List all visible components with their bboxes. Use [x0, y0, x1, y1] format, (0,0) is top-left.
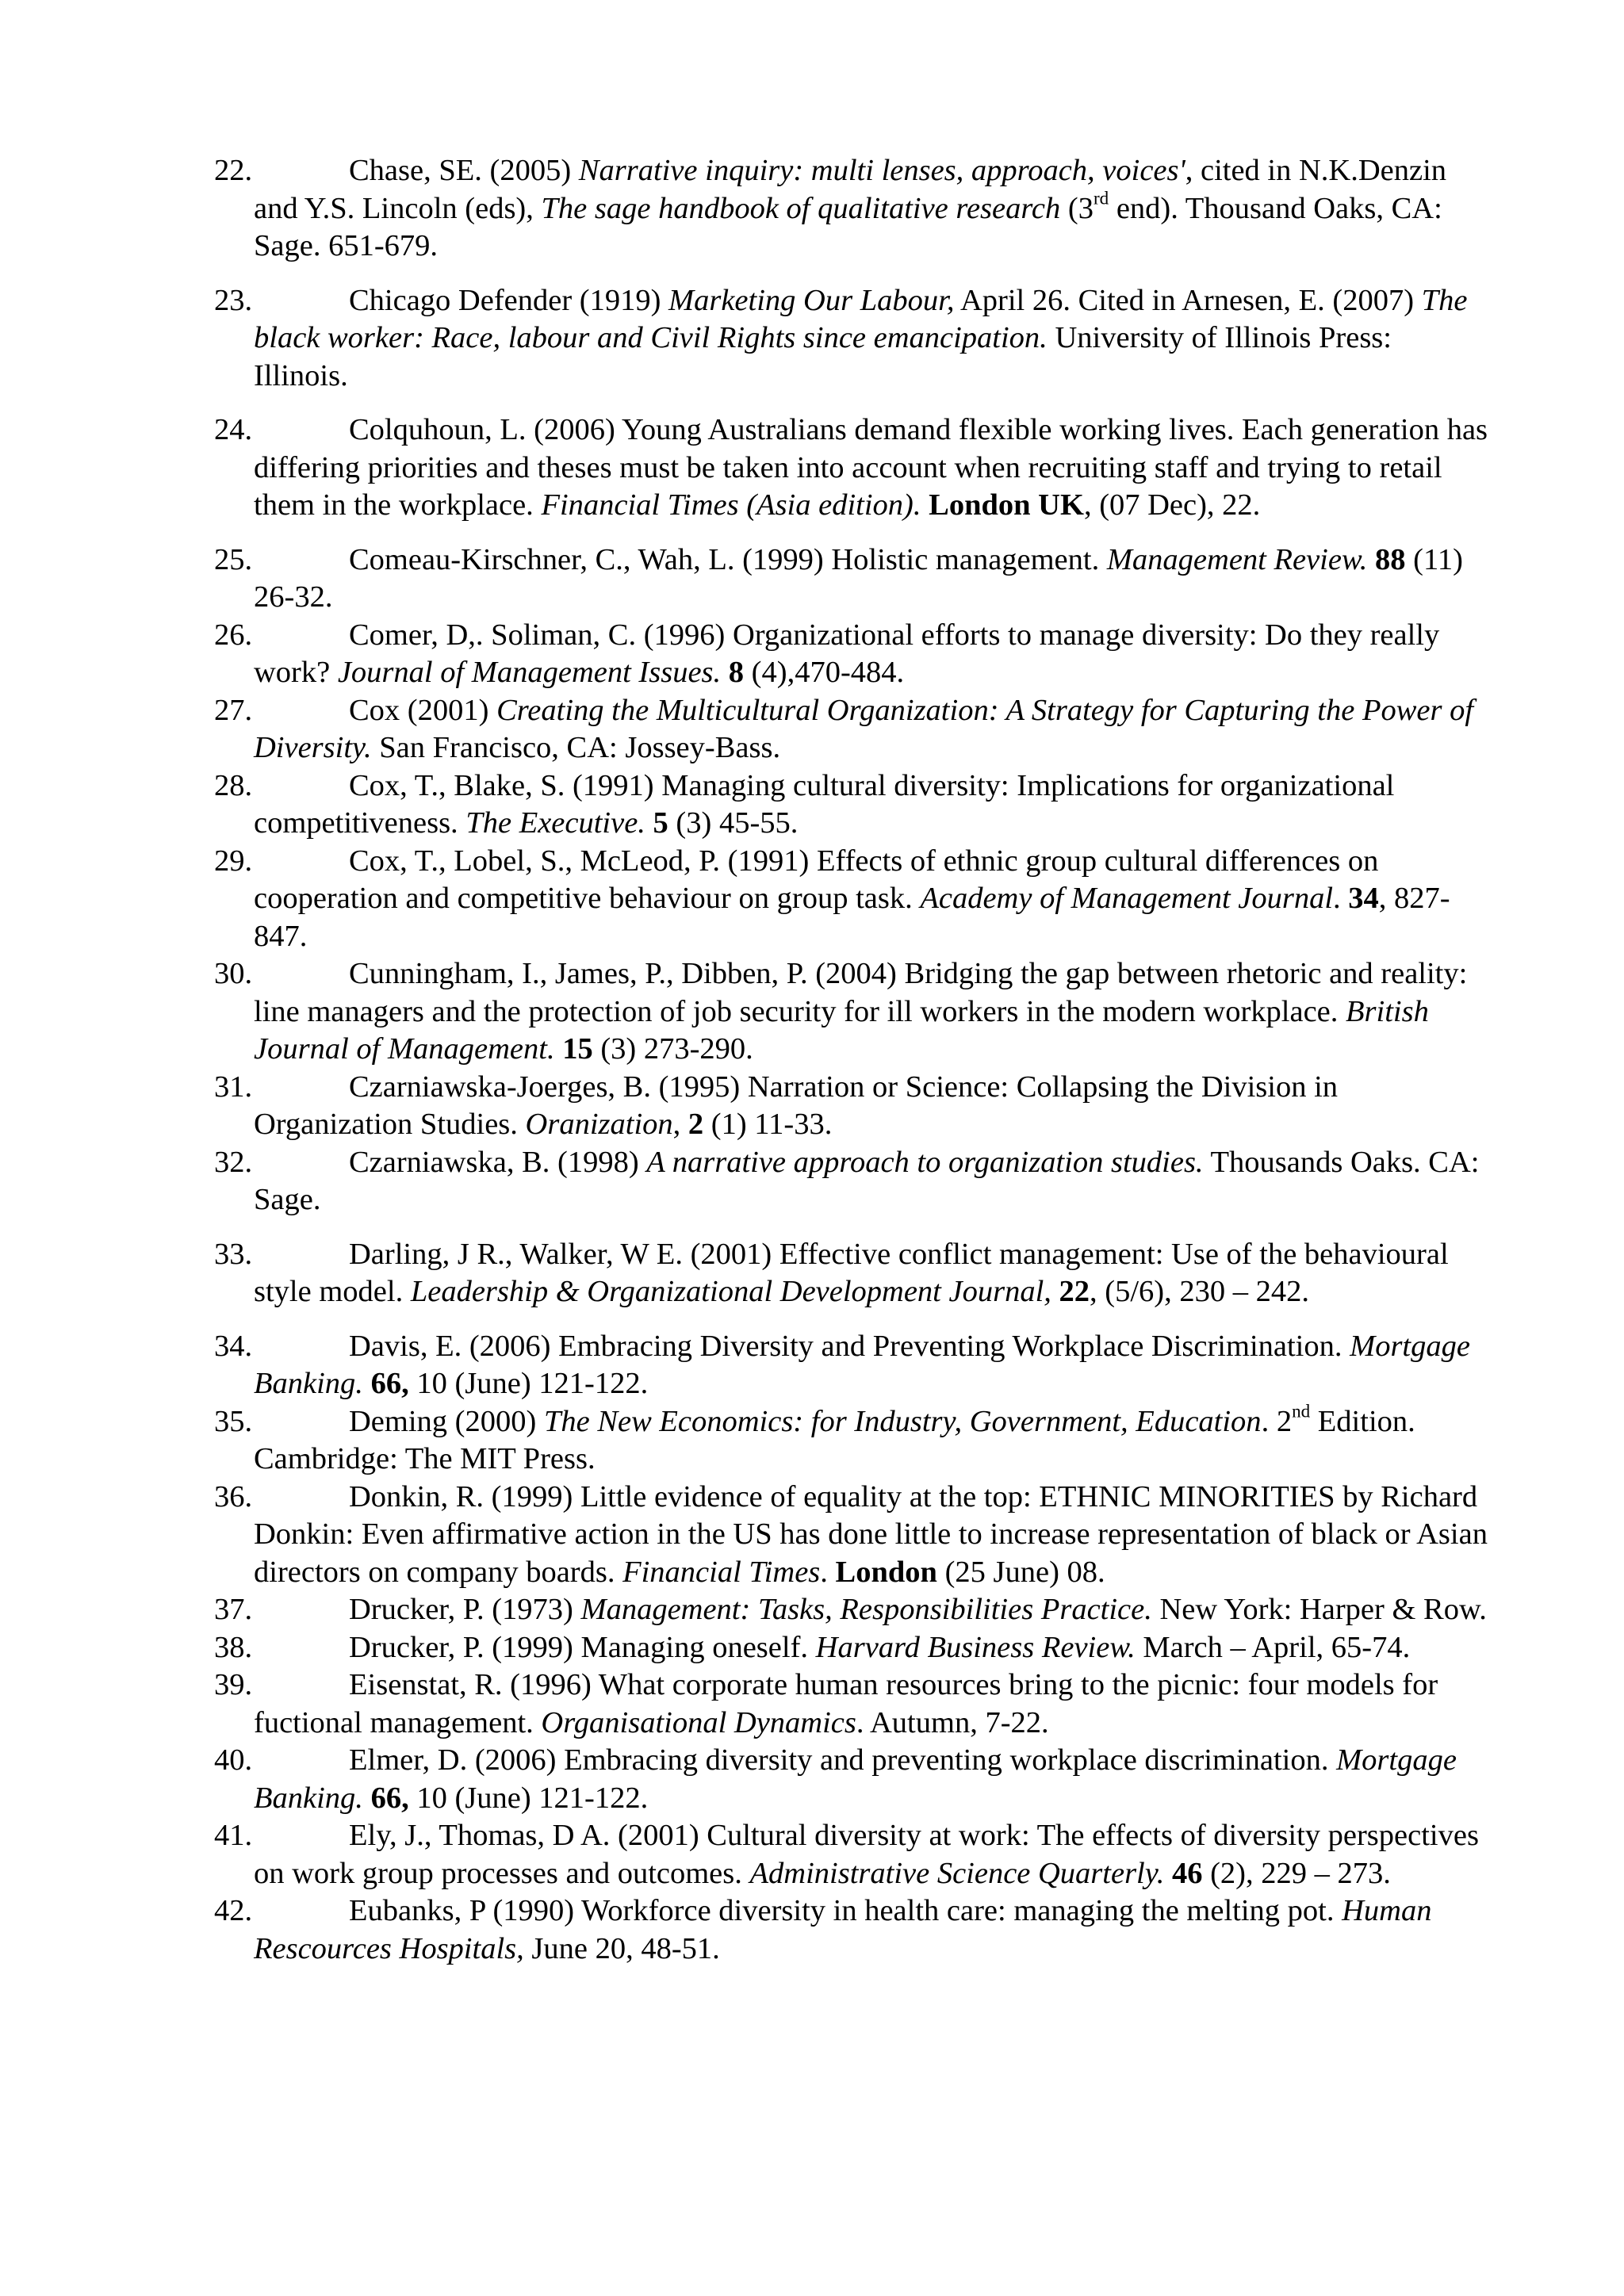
reference-item [214, 1069, 1491, 1144]
reference-text [254, 541, 1491, 617]
reference-segment: Chase, SE. (2005) [349, 154, 579, 187]
reference-segment: (3) 45-55. [668, 806, 799, 840]
reference-segment: March – April, 65-74. [1135, 1630, 1411, 1664]
reference-item [214, 152, 1491, 266]
reference-item [214, 1144, 1491, 1219]
bold-text: 66, [370, 1367, 409, 1400]
reference-number: 41. [214, 1819, 253, 1852]
reference-text [254, 282, 1491, 396]
reference-segment: Thousands Oaks. CA: Sage. [254, 1145, 1480, 1216]
reference-segment: , cited in N.K.Denzin and Y.S. Lincoln (eds), [254, 154, 1447, 225]
italic-title: Creating the Multicultural Organization: A Strategy for Capturing the Power of Diversity. [254, 693, 1474, 764]
italic-title: Administrative Science Quarterly. [749, 1856, 1165, 1890]
italic-title: Narrative inquiry: multi lenses, approach, voices' [578, 154, 1185, 187]
reference-text [254, 1591, 1491, 1629]
reference-number: 32. [214, 1145, 253, 1179]
reference-segment: (3 [1060, 191, 1094, 225]
reference-text [254, 1892, 1491, 1968]
reference-segment: 10 (June) 121-122. [408, 1367, 649, 1400]
reference-segment: Cox (2001) [349, 693, 497, 727]
reference-segment: Czarniawska-Joerges, B. (1995) Narration or Science: Collapsing the Division in Organization Studies. [254, 1070, 1339, 1141]
reference-number: 40. [214, 1743, 253, 1777]
italic-title: Academy of Management Journal [920, 882, 1334, 915]
reference-segment: Ely, J., Thomas, D A. (2001) Cultural diversity at work: The effects of diversity perspectives on work group processes and outcomes. [254, 1819, 1479, 1890]
reference-segment: Chicago Defender (1919) [349, 283, 669, 317]
reference-segment: Eubanks, P (1990) Workforce diversity in health care: managing the melting pot. [349, 1894, 1342, 1927]
reference-number: 25. [214, 542, 253, 576]
italic-title: A narrative approach to organization studies. [646, 1145, 1204, 1179]
bold-text: 22 [1059, 1275, 1090, 1308]
italic-title: Management: Tasks, Responsibilities Practice. [580, 1593, 1152, 1626]
reference-segment: , (07 Dec), 22. [1083, 488, 1261, 522]
reference-segment: Drucker, P. (1973) [349, 1593, 581, 1626]
reference-text [254, 1069, 1491, 1144]
reference-segment: April 26. Cited in Arnesen, E. (2007) [954, 283, 1422, 317]
italic-title: The Executive. [465, 806, 645, 840]
reference-segment [921, 488, 929, 522]
reference-item [214, 1629, 1491, 1667]
reference-segment: Donkin, R. (1999) Little evidence of equality at the top: ETHNIC MINORITIES by Richard Donkin: Even affirmative action in the US has done little to increase representation of black or Asian directors on company boards. [254, 1479, 1488, 1589]
reference-segment: . 2 [1261, 1404, 1293, 1438]
reference-item [214, 1236, 1491, 1311]
reference-segment: , (5/6), 230 – 242. [1090, 1275, 1309, 1308]
reference-number: 37. [214, 1593, 253, 1626]
bold-text: 34 [1348, 882, 1379, 915]
reference-item [214, 1479, 1491, 1592]
reference-text [254, 617, 1491, 692]
reference-text [254, 1817, 1491, 1892]
reference-segment: New York: Harper & Row. [1151, 1593, 1487, 1626]
italic-title: Mortgage Banking. [254, 1329, 1470, 1400]
reference-item [214, 617, 1491, 692]
reference-segment: end). Thousand Oaks, CA: Sage. 651-679. [254, 191, 1442, 262]
reference-item [214, 955, 1491, 1069]
reference-number: 27. [214, 693, 253, 727]
reference-text [254, 1629, 1491, 1667]
italic-title: Financial Times [622, 1555, 821, 1589]
reference-segment: Edition. Cambridge: The MIT Press. [254, 1404, 1415, 1475]
reference-segment [1051, 1275, 1059, 1308]
reference-item [214, 1742, 1491, 1817]
italic-title: Harvard Business Review. [815, 1630, 1136, 1664]
reference-segment: . [820, 1555, 836, 1589]
reference-list [214, 152, 1491, 1968]
bold-text: London [835, 1555, 937, 1589]
reference-segment: (3) 273-290. [592, 1032, 753, 1066]
reference-item [214, 1591, 1491, 1629]
italic-title: British Journal of Management. [254, 994, 1429, 1066]
reference-number: 33. [214, 1237, 253, 1271]
reference-number: 24. [214, 413, 253, 446]
reference-number: 28. [214, 768, 253, 802]
reference-segment: Cox, T., Blake, S. (1991) Managing cultural diversity: Implications for organizational competitiveness. [254, 768, 1395, 840]
bold-text: 46 [1171, 1856, 1203, 1890]
reference-segment [555, 1032, 563, 1066]
reference-segment: (4),470-484. [744, 656, 905, 689]
reference-segment: Czarniawska, B. (1998) [349, 1145, 647, 1179]
reference-segment: Comer, D,. Soliman, C. (1996) Organizational efforts to manage diversity: Do they really work? [254, 618, 1440, 689]
bold-text: 5 [653, 806, 668, 840]
reference-text [254, 767, 1491, 843]
reference-segment [1164, 1857, 1172, 1890]
reference-text [254, 1400, 1491, 1479]
italic-title: The sage handbook of qualitative research [541, 191, 1061, 225]
italic-title: Leadership & Organizational Development Journal, [410, 1275, 1051, 1308]
bold-text: 15 [562, 1032, 593, 1066]
reference-text [254, 1667, 1491, 1742]
reference-text [254, 1328, 1491, 1403]
reference-number: 30. [214, 957, 253, 990]
superscript-text: nd [1292, 1400, 1311, 1422]
reference-item [214, 541, 1491, 617]
reference-text [254, 1742, 1491, 1817]
reference-text [254, 1144, 1491, 1219]
bold-text: 2 [688, 1108, 704, 1141]
bold-text: 8 [728, 656, 745, 689]
reference-segment: Drucker, P. (1999) Managing oneself. [349, 1630, 816, 1664]
reference-segment: Cox, T., Lobel, S., McLeod, P. (1991) Effects of ethnic group cultural differences on cooperation and competitive behaviour on group task. [254, 844, 1379, 915]
reference-segment: , 827-847. [254, 882, 1450, 953]
reference-text [254, 1479, 1491, 1592]
italic-title: Organisational Dynamics [541, 1705, 856, 1739]
reference-item [214, 1892, 1491, 1968]
reference-segment: Comeau-Kirschner, C., Wah, L. (1999) Holistic management. [349, 542, 1107, 576]
reference-segment: Darling, J R., Walker, W E. (2001) Effective conflict management: Use of the behavioural style model. [254, 1237, 1449, 1308]
reference-text [254, 411, 1491, 525]
reference-number: 42. [214, 1894, 253, 1927]
reference-number: 36. [214, 1479, 253, 1513]
superscript-text: rd [1093, 187, 1109, 209]
reference-item [214, 282, 1491, 396]
reference-text [254, 152, 1491, 266]
reference-item [214, 1817, 1491, 1892]
reference-number: 34. [214, 1329, 253, 1363]
reference-text [254, 692, 1491, 767]
reference-segment [363, 1367, 371, 1400]
reference-segment: Davis, E. (2006) Embracing Diversity and Preventing Workplace Discrimination. [349, 1329, 1350, 1363]
reference-number: 29. [214, 844, 253, 878]
reference-text [254, 955, 1491, 1069]
bold-text: London UK [929, 488, 1084, 522]
italic-title: The black worker: Race, labour and Civil Rights since emancipation. [254, 283, 1468, 354]
reference-segment [645, 806, 653, 840]
reference-item [214, 767, 1491, 843]
reference-segment [1367, 543, 1375, 576]
reference-item [214, 843, 1491, 956]
reference-number: 31. [214, 1070, 253, 1104]
reference-segment [721, 656, 729, 689]
reference-segment: (2), 229 – 273. [1202, 1856, 1391, 1890]
italic-title: Management Review. [1106, 542, 1368, 576]
italic-title: Mortgage Banking. [254, 1743, 1457, 1815]
reference-number: 26. [214, 618, 253, 652]
reference-segment [363, 1781, 371, 1815]
reference-number: 35. [214, 1404, 253, 1438]
reference-text [254, 843, 1491, 956]
reference-segment: . Autumn, 7-22. [856, 1705, 1049, 1739]
italic-title: Human Rescources Hospitals, [254, 1894, 1432, 1965]
reference-segment: June 20, 48-51. [523, 1931, 720, 1965]
reference-segment: Cunningham, I., James, P., Dibben, P. (2004) Bridging the gap between rhetoric and reality: line managers and the protection of job security for ill workers in the modern workplace. [254, 957, 1468, 1028]
reference-segment: Colquhoun, L. (2006) Young Australians demand flexible working lives. Each generation has differing priorities and theses must be taken into account when recruiting staff and trying to retail them in the workplace. [254, 413, 1488, 522]
italic-title: Oranization [525, 1108, 673, 1141]
reference-number: 39. [214, 1668, 253, 1701]
italic-title: Financial Times (Asia edition). [541, 488, 921, 522]
reference-segment: San Francisco, CA: Jossey-Bass. [371, 731, 781, 764]
reference-number: 23. [214, 283, 253, 317]
reference-segment: , [672, 1108, 688, 1141]
italic-title: The New Economics: for Industry, Government, Education [543, 1404, 1262, 1438]
italic-title: Journal of Management Issues. [337, 656, 722, 689]
italic-title: Marketing Our Labour, [668, 283, 955, 317]
reference-segment: Deming (2000) [349, 1404, 544, 1438]
reference-text [254, 1236, 1491, 1311]
reference-segment: (1) 11-33. [703, 1108, 833, 1141]
reference-segment: Eisenstat, R. (1996) What corporate human resources bring to the picnic: four models for fuctional management. [254, 1668, 1438, 1739]
reference-segment: Elmer, D. (2006) Embracing diversity and preventing workplace discrimination. [349, 1743, 1337, 1777]
reference-segment: (11) 26-32. [254, 542, 1463, 614]
reference-segment: (25 June) 08. [936, 1555, 1105, 1589]
reference-item [214, 1328, 1491, 1403]
reference-segment: . [1333, 882, 1349, 915]
reference-segment: 10 (June) 121-122. [408, 1781, 649, 1815]
reference-item [214, 1667, 1491, 1742]
reference-number: 38. [214, 1630, 253, 1664]
bold-text: 88 [1375, 542, 1406, 576]
reference-segment: University of Illinois Press: Illinois. [254, 321, 1392, 392]
reference-number: 22. [214, 154, 253, 187]
reference-item [214, 411, 1491, 525]
reference-item [214, 692, 1491, 767]
reference-item [214, 1400, 1491, 1479]
bold-text: 66, [370, 1781, 409, 1815]
